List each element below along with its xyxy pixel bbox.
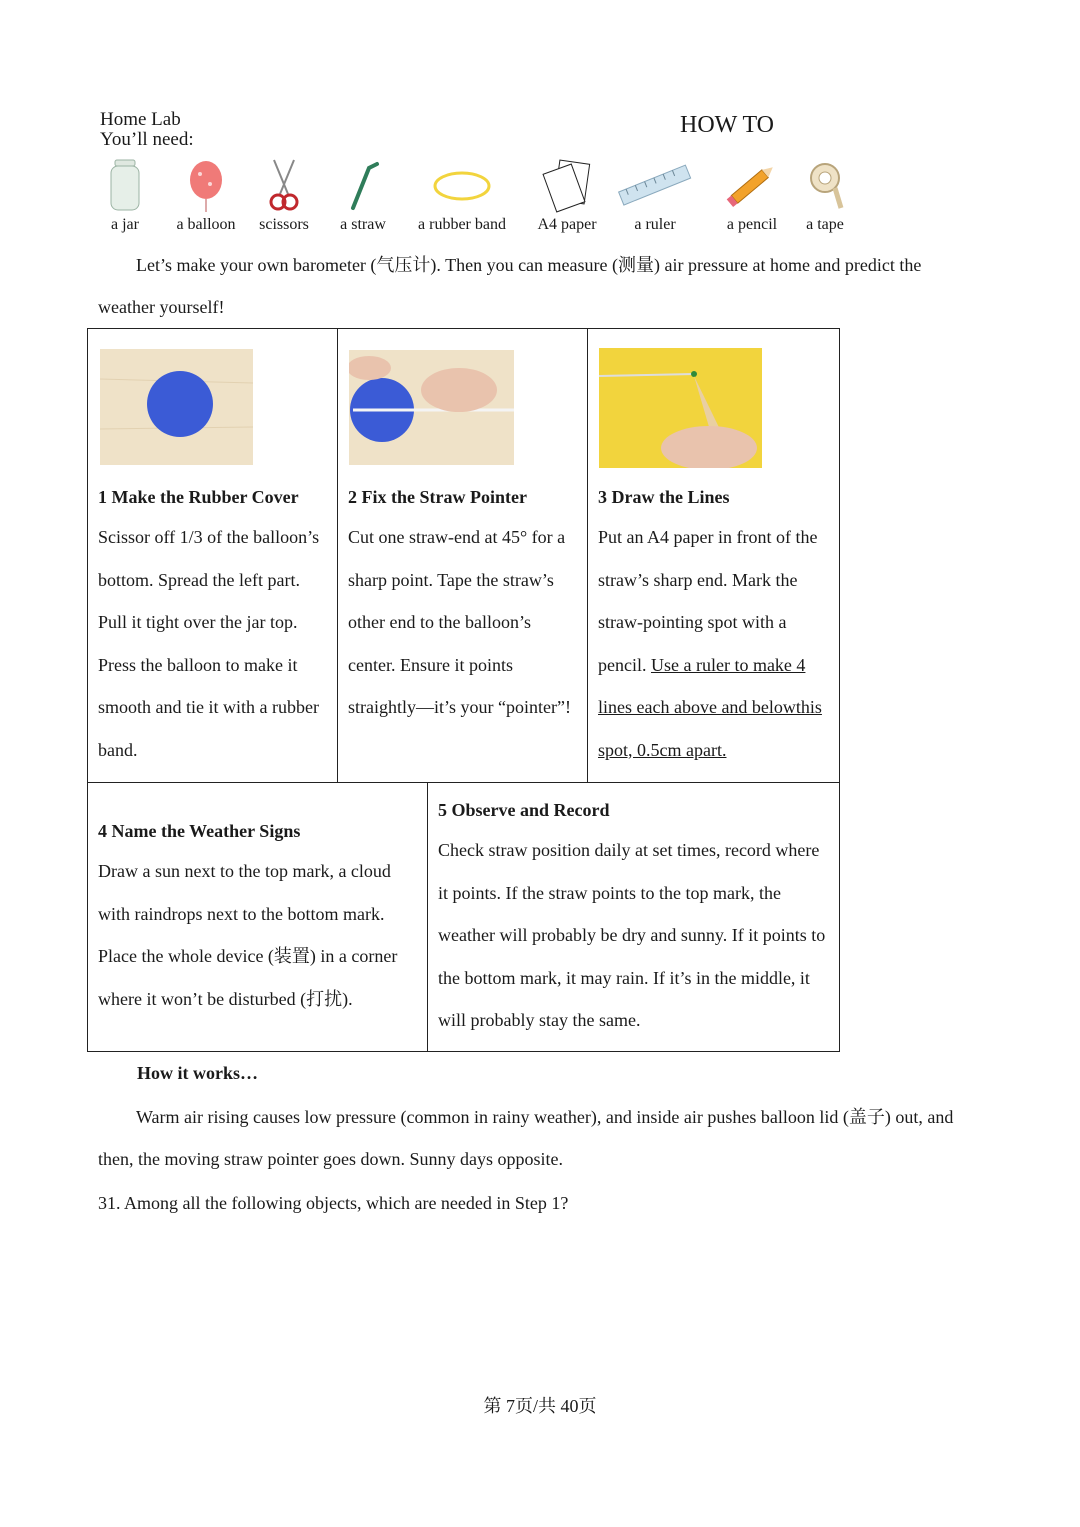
ruler-icon: [615, 158, 695, 214]
paper-icon: [539, 158, 595, 214]
straw-icon: [343, 158, 383, 214]
youll-need-label: You’ll need:: [100, 129, 194, 150]
step-5-content: [438, 800, 832, 1042]
step-3-text: [598, 516, 832, 771]
step-1-content: [98, 487, 330, 771]
how-it-works-heading: How it works…: [137, 1063, 258, 1083]
step-2-text: Cut one straw-end at 45° for a sharp point. Tape the straw’s other end to the balloon’s center. Ensure it points straightly—it’s your “pointer”!: [348, 527, 571, 717]
step-5-title: 5 Observe and Record: [438, 800, 610, 820]
step-4-text: Draw a sun next to the top mark, a cloud with raindrops next to the bottom mark. Place the whole device (装置) in a corner where it won’t be disturbed (打扰).: [98, 861, 398, 1009]
tool-tape: [775, 158, 875, 234]
tools-row: [100, 158, 860, 238]
step-1-cell: [87, 328, 338, 783]
step-3-text-underlined: Use a ruler to make 4 lines each above and belowthis spot, 0.5cm apart.: [598, 654, 822, 760]
rubber-band-icon: [427, 158, 497, 214]
tool-ruler: [605, 158, 705, 234]
tool-label: scissors: [259, 216, 309, 233]
draw-lines-photo: [599, 348, 762, 468]
question-31: 31. Among all the following objects, which are needed in Step 1?: [98, 1193, 569, 1213]
tool-rubber-band: [412, 158, 512, 234]
intro-paragraph: Let’s make your own barometer (气压计). Then you can measure (测量) air pressure at home and predict the weather yourself!: [98, 255, 922, 317]
tool-label: a jar: [111, 216, 139, 233]
tool-straw: [313, 158, 413, 234]
step-4-cell: [87, 782, 428, 1052]
step-1-title: 1 Make the Rubber Cover: [98, 487, 299, 507]
tool-label: a pencil: [726, 216, 778, 233]
step-5-text: Check straw position daily at set times, record where it points. If the straw points to the top mark, the weather will probably be dry and sunny. If it points to the bottom mark, it may rain. If it’s in the middle, it will probably stay the same.: [438, 840, 826, 1030]
step-2-cell: [337, 328, 588, 783]
balloon-icon: [186, 158, 226, 214]
step-2-title: 2 Fix the Straw Pointer: [348, 487, 527, 507]
step-3-text-plain: Put an A4 paper in front of the straw’s sharp end. Mark the straw-pointing spot with a pencil.: [598, 527, 818, 675]
tool-label: a balloon: [176, 216, 236, 233]
tool-paper: [517, 158, 617, 234]
page-footer: 第 7页/共 40页: [483, 1396, 597, 1416]
rubber-cover-photo: [100, 349, 253, 465]
jar-icon: [105, 158, 145, 214]
pencil-icon: [722, 158, 782, 214]
home-lab-title: Home Lab: [100, 109, 181, 130]
step-2-content: [348, 487, 580, 729]
step-3-title: 3 Draw the Lines: [598, 487, 730, 507]
step-4-content: [98, 821, 420, 1020]
step-3-content: [598, 487, 832, 771]
tool-label: a straw: [340, 216, 386, 233]
step-5-cell: [427, 782, 840, 1052]
tool-label: A4 paper: [537, 216, 597, 233]
step-4-title: 4 Name the Weather Signs: [98, 821, 301, 841]
tool-label: a ruler: [634, 216, 676, 233]
home-lab-heading: [100, 110, 194, 150]
scissors-icon: [264, 158, 304, 214]
tool-label: a rubber band: [418, 216, 506, 233]
steps-table: [87, 328, 840, 1052]
straw-pointer-photo: [349, 350, 514, 465]
how-to-title: HOW TO: [680, 112, 775, 138]
tape-icon: [805, 158, 845, 214]
step-3-cell: [587, 328, 840, 783]
step-1-text: Scissor off 1/3 of the balloon’s bottom. Spread the left part. Pull it tight over the jar top. Press the balloon to make it smooth and tie it with a rubber band.: [98, 527, 320, 760]
tool-label: a tape: [806, 216, 844, 233]
how-it-works-text: Warm air rising causes low pressure (common in rainy weather), and inside air pushes balloon lid (盖子) out, and then, the moving straw pointer goes down. Sunny days opposite.: [98, 1107, 954, 1169]
